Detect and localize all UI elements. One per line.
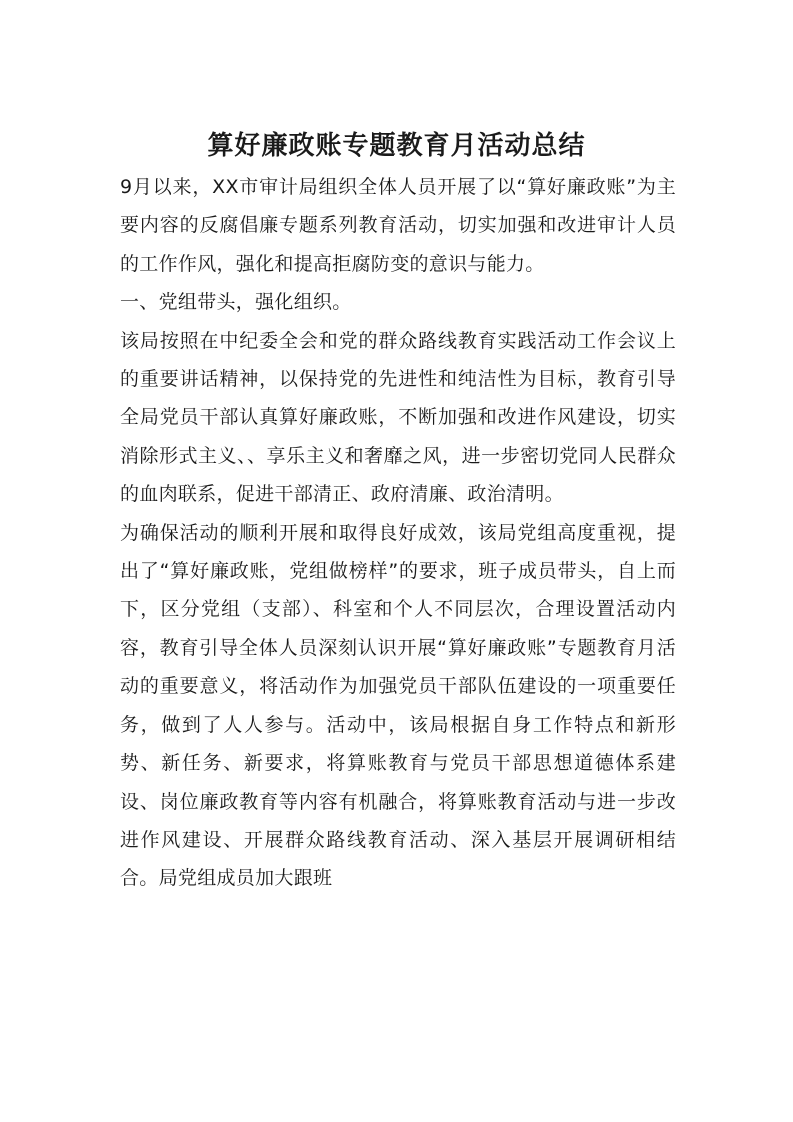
paragraph-2: 该局按照在中纪委全会和党的群众路线教育实践活动工作会议上的重要讲话精神，以保持党的先进性和纯洁性为目标，教育引导全局党员干部认真算好廉政账，不断加强和改进作风建设，切实消除形式主义、、享乐主义和奢靡之风，进一步密切党同人民群众的血肉联系，促进干部清正、政府清廉、政治清明。 [120,329,676,506]
document-title: 算好廉政账专题教育月活动总结 [207,131,586,161]
paragraph-intro: 9月以来，XX市审计局组织全体人员开展了以“算好廉政账”为主要内容的反腐倡廉专题系列教育活动，切实加强和改进审计人员的工作作风，强化和提高拒腐防变的意识与能力。 [120,176,676,275]
paragraph-3: 为确保活动的顺利开展和取得良好成效，该局党组高度重视，提出了“算好廉政账，党组做榜样”的要求，班子成员带头，自上而下，区分党组（支部）、科室和个人不同层次，合理设置活动内容，教育引导全体人员深刻认识开展“算好廉政账”专题教育月活动的重要意义，将活动作为加强党员干部队伍建设的一项重要任务，做到了人人参与。活动中，该局根据自身工作特点和新形势、新任务、新要求，将算账教育与党员干部思想道德体系建设、岗位廉政教育等内容有机融合，将算账教育活动与进一步改进作风建设、开展群众路线教育活动、深入基层开展调研相结合。局党组成员加大跟班 [120,521,676,890]
section-heading-1: 一、党组带头，强化组织。 [120,291,352,314]
document-body [120,168,676,898]
